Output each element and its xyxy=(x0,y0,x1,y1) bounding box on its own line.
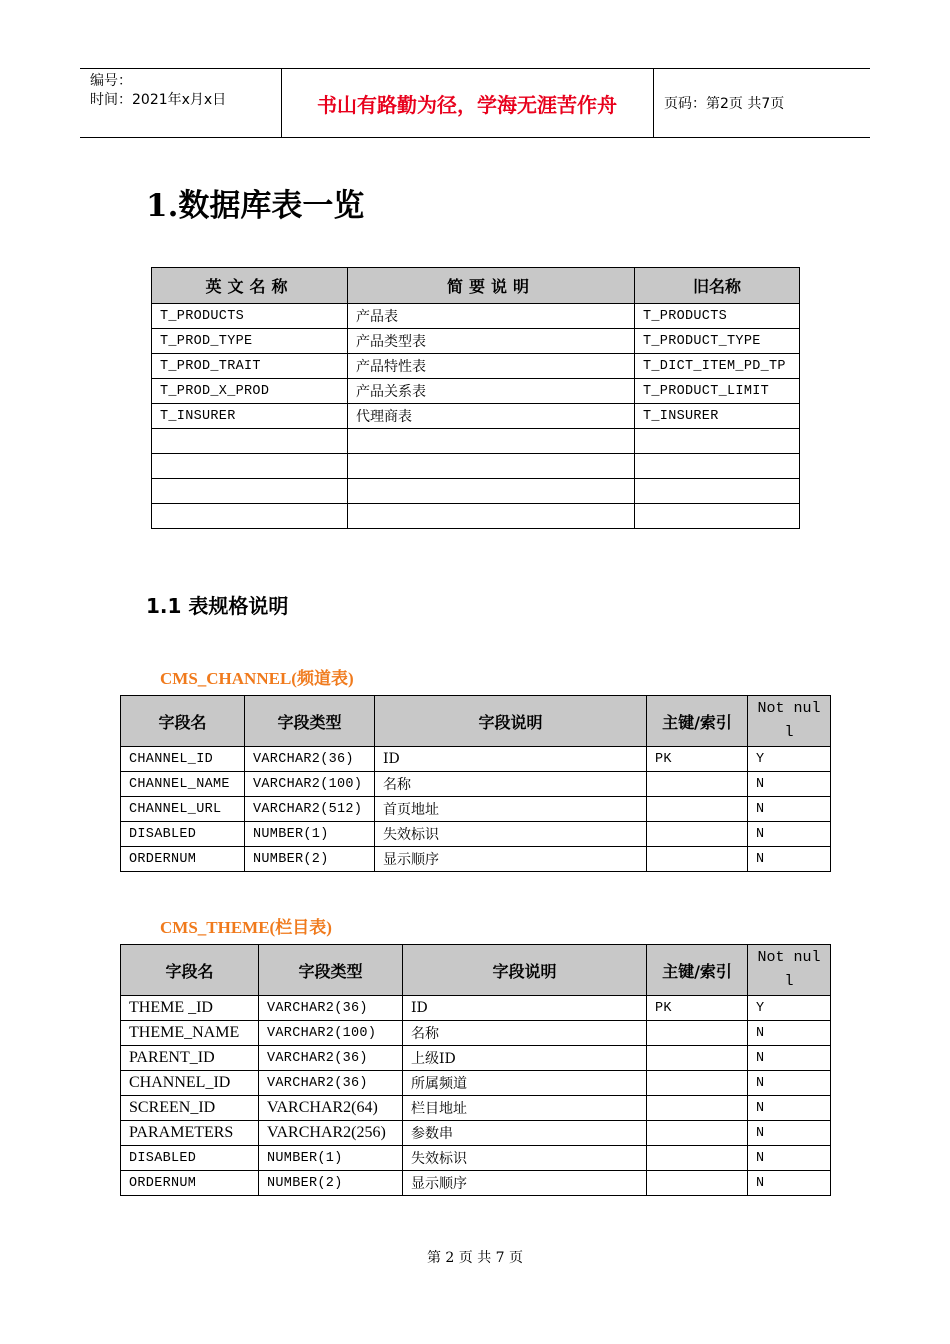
table-cell: PK xyxy=(647,747,748,772)
header-meta xyxy=(80,69,282,137)
number-label: 编号： xyxy=(90,73,132,89)
header-motto: 书山有路勤为径，学海无涯苦作舟 xyxy=(281,69,654,137)
table-cell xyxy=(152,454,348,479)
table-cell: ORDERNUM xyxy=(121,1171,259,1196)
col-old-name: 旧名称 xyxy=(635,268,800,304)
table-cell xyxy=(635,454,800,479)
col-field-name: 字段名 xyxy=(121,945,259,996)
table-cell xyxy=(152,429,348,454)
table-cell xyxy=(647,1171,748,1196)
header-page-info: 页码：第2页 共7页 xyxy=(664,96,785,112)
table-header-row xyxy=(121,945,831,996)
table-cell: 显示顺序 xyxy=(403,1171,647,1196)
table-row xyxy=(152,404,800,429)
table-cell: 栏目地址 xyxy=(403,1096,647,1121)
table-row xyxy=(152,454,800,479)
table-cell: 参数串 xyxy=(403,1121,647,1146)
table-cell: 产品类型表 xyxy=(348,329,635,354)
table-row xyxy=(152,329,800,354)
table-cell xyxy=(647,822,748,847)
table-cell: VARCHAR2(36) xyxy=(245,747,375,772)
table-cell: 上级ID xyxy=(403,1046,647,1071)
table-cell: CHANNEL_ID xyxy=(121,1071,259,1096)
table-cell: PK xyxy=(647,996,748,1021)
table-row xyxy=(152,304,800,329)
table-cell: VARCHAR2(100) xyxy=(259,1021,403,1046)
table-row xyxy=(152,479,800,504)
table-row xyxy=(121,1096,831,1121)
table-cell: 名称 xyxy=(403,1021,647,1046)
col-brief-desc: 简要说明 xyxy=(348,268,635,304)
table-cell: T_PROD_X_PROD xyxy=(152,379,348,404)
table-row xyxy=(121,996,831,1021)
table-cell: T_INSURER xyxy=(152,404,348,429)
table-cell: 产品关系表 xyxy=(348,379,635,404)
table-cell: T_PRODUCTS xyxy=(635,304,800,329)
table-cell: NUMBER(1) xyxy=(259,1146,403,1171)
table-cell: VARCHAR2(36) xyxy=(259,1071,403,1096)
table-row xyxy=(152,429,800,454)
channel-table xyxy=(120,695,831,872)
table-cell: VARCHAR2(512) xyxy=(245,797,375,822)
table-cell: 代理商表 xyxy=(348,404,635,429)
table-header-row xyxy=(121,696,831,747)
table-cell: N xyxy=(748,1121,831,1146)
table-cell: NUMBER(2) xyxy=(245,847,375,872)
table-cell: N xyxy=(748,772,831,797)
table-row xyxy=(152,504,800,529)
table-cell xyxy=(647,1046,748,1071)
table-cell: DISABLED xyxy=(121,822,245,847)
col-not-null xyxy=(748,945,831,996)
table-cell: T_PRODUCT_TYPE xyxy=(635,329,800,354)
theme-table xyxy=(120,944,831,1196)
page-header xyxy=(80,68,870,138)
table-cell: T_PRODUCT_LIMIT xyxy=(635,379,800,404)
table-cell: Y xyxy=(748,747,831,772)
page-title: 1.数据库表一览 xyxy=(146,188,365,224)
table-cell xyxy=(348,454,635,479)
table-cell: PARAMETERS xyxy=(121,1121,259,1146)
col-field-name: 字段名 xyxy=(121,696,245,747)
table-cell: THEME _ID xyxy=(121,996,259,1021)
table-row xyxy=(121,797,831,822)
col-field-desc: 字段说明 xyxy=(403,945,647,996)
table-cell xyxy=(348,429,635,454)
table-cell: NUMBER(1) xyxy=(245,822,375,847)
table-cell: CHANNEL_NAME xyxy=(121,772,245,797)
table-cell: ID xyxy=(375,747,647,772)
table-cell: 失效标识 xyxy=(403,1146,647,1171)
table-cell: N xyxy=(748,1046,831,1071)
table-row xyxy=(121,1046,831,1071)
table-cell xyxy=(152,479,348,504)
theme-table-title: CMS_THEME(栏目表) xyxy=(160,918,332,937)
table-cell: SCREEN_ID xyxy=(121,1096,259,1121)
table-cell: N xyxy=(748,797,831,822)
table-cell: CHANNEL_ID xyxy=(121,747,245,772)
channel-table-title: CMS_CHANNEL(频道表) xyxy=(160,669,354,688)
table-cell: N xyxy=(748,1171,831,1196)
table-cell xyxy=(647,797,748,822)
table-row xyxy=(121,1071,831,1096)
not-null-label: Not null xyxy=(757,949,821,990)
table-row xyxy=(121,1171,831,1196)
table-cell: N xyxy=(748,1021,831,1046)
col-key-index: 主键/索引 xyxy=(647,945,748,996)
table-cell: DISABLED xyxy=(121,1146,259,1171)
table-cell: THEME_NAME xyxy=(121,1021,259,1046)
table-cell xyxy=(348,504,635,529)
table-cell: 名称 xyxy=(375,772,647,797)
table-row xyxy=(121,747,831,772)
col-field-type: 字段类型 xyxy=(245,696,375,747)
table-cell: T_INSURER xyxy=(635,404,800,429)
table-cell: VARCHAR2(36) xyxy=(259,996,403,1021)
table-cell: ID xyxy=(403,996,647,1021)
table-cell: VARCHAR2(36) xyxy=(259,1046,403,1071)
table-cell xyxy=(647,1071,748,1096)
table-cell: N xyxy=(748,1096,831,1121)
table-cell: Y xyxy=(748,996,831,1021)
table-row xyxy=(121,1121,831,1146)
table-cell xyxy=(647,772,748,797)
table-cell: PARENT_ID xyxy=(121,1046,259,1071)
section-subtitle: 1.1 表规格说明 xyxy=(146,594,289,618)
table-cell: 所属频道 xyxy=(403,1071,647,1096)
table-cell xyxy=(647,847,748,872)
table-cell: N xyxy=(748,847,831,872)
table-cell: 失效标识 xyxy=(375,822,647,847)
table-cell: T_DICT_ITEM_PD_TP xyxy=(635,354,800,379)
time-label: 时间：2021年x月x日 xyxy=(90,92,227,108)
table-cell xyxy=(647,1021,748,1046)
table-cell xyxy=(647,1146,748,1171)
table-cell xyxy=(635,504,800,529)
table-cell: VARCHAR2(100) xyxy=(245,772,375,797)
table-cell xyxy=(635,479,800,504)
not-null-label: Not null xyxy=(757,700,821,741)
table-cell: VARCHAR2(64) xyxy=(259,1096,403,1121)
table-row xyxy=(121,772,831,797)
table-cell: 产品特性表 xyxy=(348,354,635,379)
col-english-name: 英文名称 xyxy=(152,268,348,304)
col-field-desc: 字段说明 xyxy=(375,696,647,747)
table-row xyxy=(121,822,831,847)
table-row xyxy=(121,1146,831,1171)
table-cell xyxy=(348,479,635,504)
table-cell xyxy=(647,1121,748,1146)
page-footer: 第 2 页 共 7 页 xyxy=(426,1250,524,1266)
table-row xyxy=(152,379,800,404)
table-cell: N xyxy=(748,1146,831,1171)
table-cell: VARCHAR2(256) xyxy=(259,1121,403,1146)
table-row xyxy=(121,1021,831,1046)
table-cell: T_PRODUCTS xyxy=(152,304,348,329)
table-cell: 首页地址 xyxy=(375,797,647,822)
table-header-row xyxy=(152,268,800,304)
table-cell: NUMBER(2) xyxy=(259,1171,403,1196)
overview-table xyxy=(151,267,800,529)
table-cell: T_PROD_TRAIT xyxy=(152,354,348,379)
table-cell: N xyxy=(748,822,831,847)
table-cell xyxy=(635,429,800,454)
table-cell: T_PROD_TYPE xyxy=(152,329,348,354)
table-cell: 产品表 xyxy=(348,304,635,329)
table-row xyxy=(121,847,831,872)
table-cell: ORDERNUM xyxy=(121,847,245,872)
table-cell xyxy=(647,1096,748,1121)
col-field-type: 字段类型 xyxy=(259,945,403,996)
table-cell: N xyxy=(748,1071,831,1096)
col-not-null xyxy=(748,696,831,747)
table-cell xyxy=(152,504,348,529)
table-cell: 显示顺序 xyxy=(375,847,647,872)
table-cell: CHANNEL_URL xyxy=(121,797,245,822)
col-key-index: 主键/索引 xyxy=(647,696,748,747)
table-row xyxy=(152,354,800,379)
